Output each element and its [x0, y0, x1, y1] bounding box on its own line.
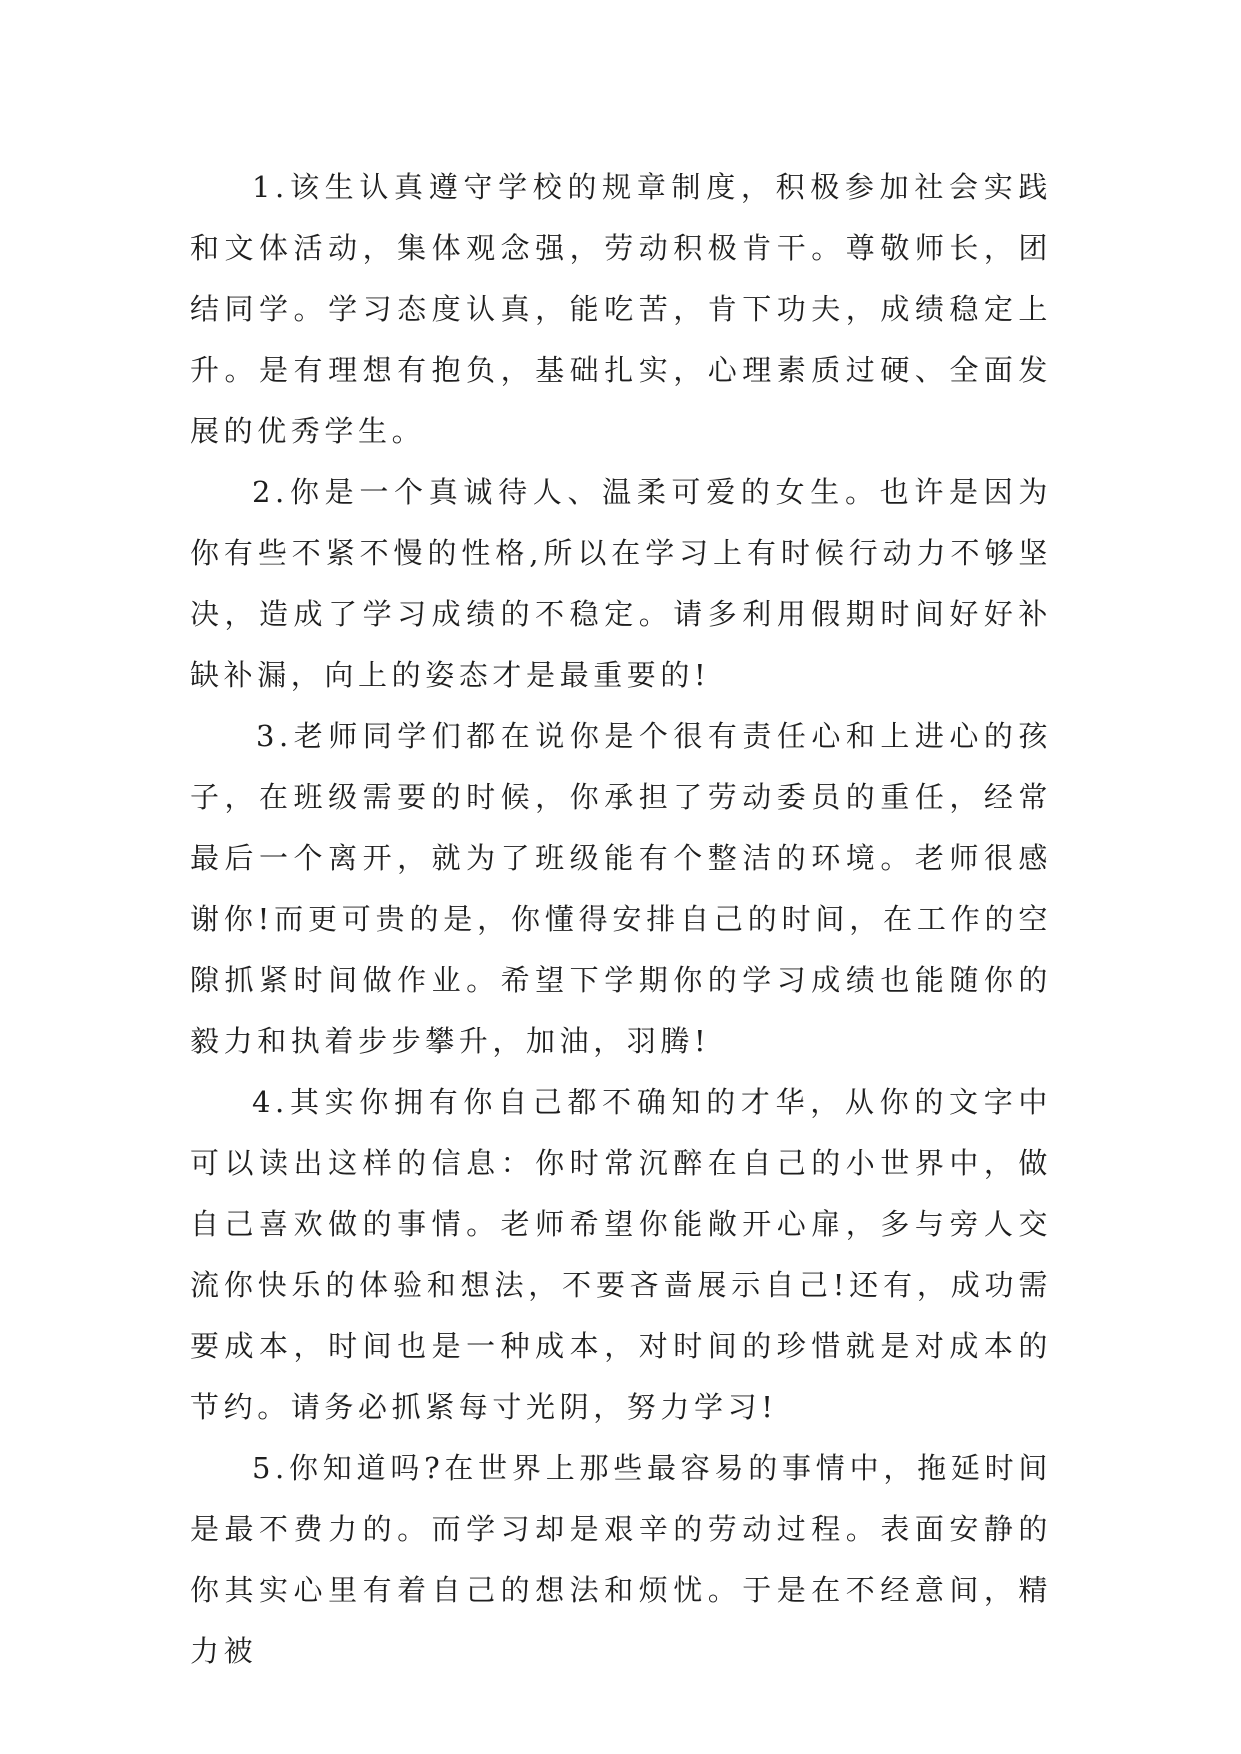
- comment-paragraph-2: 2.你是一个真诚待人、温柔可爱的女生。也许是因为你有些不紧不慢的性格,所以在学习上有时候行动力不够坚决，造成了学习成绩的不稳定。请多利用假期时间好好补缺补漏，向上的姿态才是最重要的!: [190, 475, 1052, 692]
- comment-paragraph-1: 1.该生认真遵守学校的规章制度，积极参加社会实践和文体活动，集体观念强，劳动积极肯干。尊敬师长，团结同学。学习态度认真，能吃苦，肯下功夫，成绩稳定上升。是有理想有抱负，基础扎实，心理素质过硬、全面发展的优秀学生。: [190, 170, 1052, 448]
- document-body: [190, 157, 1052, 1682]
- comment-paragraph-4: 4.其实你拥有你自己都不确知的才华，从你的文字中可以读出这样的信息：你时常沉醉在自己的小世界中，做自己喜欢做的事情。老师希望你能敞开心扉，多与旁人交流你快乐的体验和想法，不要吝啬展示自己!还有，成功需要成本，时间也是一种成本，对时间的珍惜就是对成本的节约。请务必抓紧每寸光阴，努力学习!: [190, 1085, 1052, 1424]
- comment-paragraph-5: 5.你知道吗?在世界上那些最容易的事情中，拖延时间是最不费力的。而学习却是艰辛的劳动过程。表面安静的你其实心里有着自己的想法和烦忧。于是在不经意间，精力被: [190, 1451, 1052, 1668]
- comment-paragraph-3: 3.老师同学们都在说你是个很有责任心和上进心的孩子，在班级需要的时候，你承担了劳动委员的重任，经常最后一个离开，就为了班级能有个整洁的环境。老师很感谢你!而更可贵的是，你懂得安排自己的时间，在工作的空隙抓紧时间做作业。希望下学期你的学习成绩也能随你的毅力和执着步步攀升，加油，羽腾!: [190, 719, 1052, 1058]
